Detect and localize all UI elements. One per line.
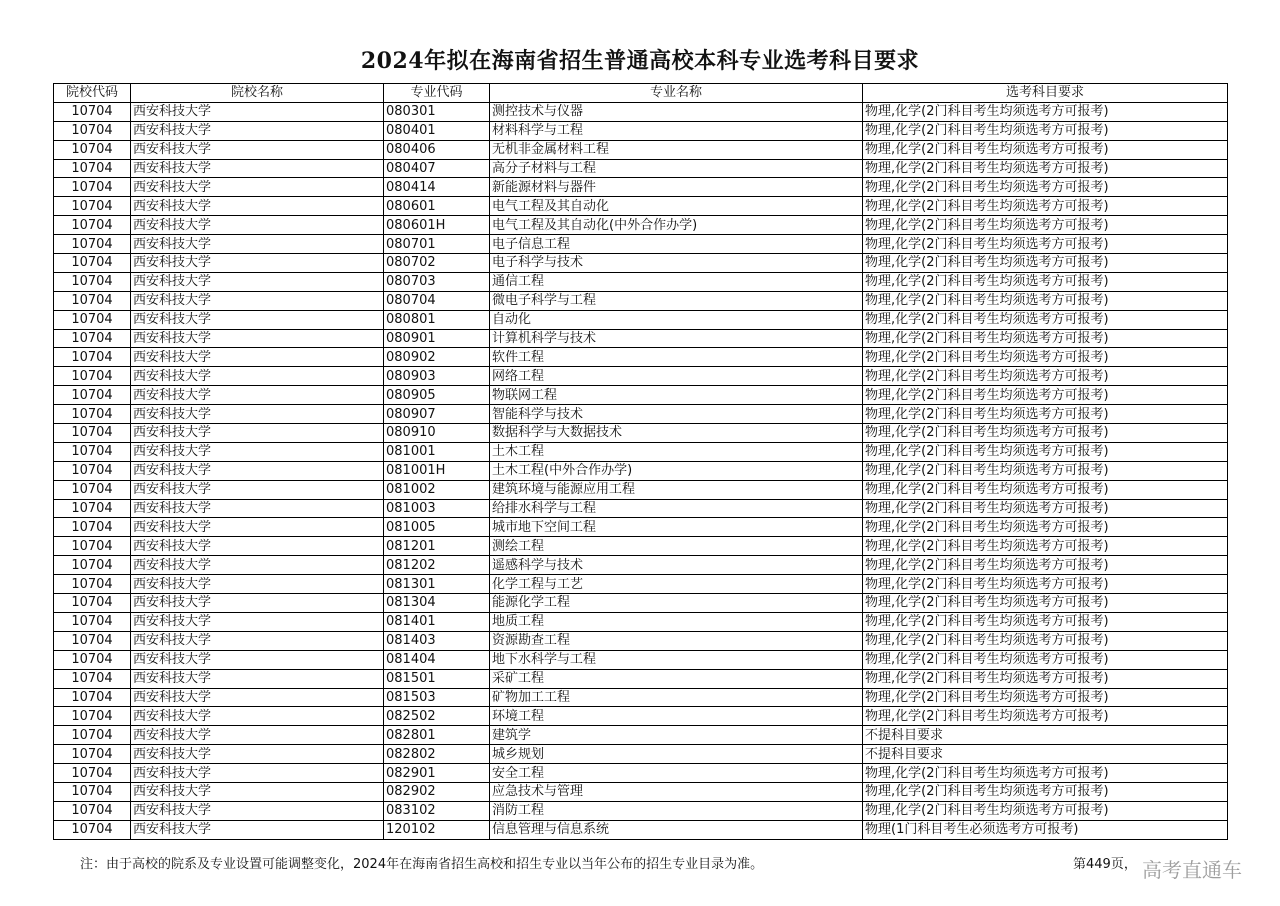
- table-row: [54, 348, 1228, 367]
- footer-note: 注：由于高校的院系及专业设置可能调整变化，2024年在海南省招生高校和招生专业以当年公布的招生专业目录为准。: [80, 857, 764, 872]
- cell-subject-requirement: 物理,化学(2门科目考生均须选考方可报考): [863, 442, 1228, 461]
- cell-school-code: 10704: [54, 216, 131, 235]
- cell-school-code: 10704: [54, 348, 131, 367]
- cell-subject-requirement: 物理,化学(2门科目考生均须选考方可报考): [863, 424, 1228, 443]
- cell-major-name: 微电子科学与工程: [490, 291, 863, 310]
- cell-major-name: 智能科学与技术: [490, 405, 863, 424]
- cell-school-code: 10704: [54, 272, 131, 291]
- table-body: [54, 102, 1228, 839]
- watermark: 高考直通车: [1142, 858, 1242, 882]
- table-row: [54, 272, 1228, 291]
- cell-major-name: 安全工程: [490, 764, 863, 783]
- cell-major-name: 遥感科学与技术: [490, 556, 863, 575]
- cell-major-code: 080903: [384, 367, 490, 386]
- cell-major-code: 080301: [384, 102, 490, 121]
- cell-school-code: 10704: [54, 575, 131, 594]
- cell-major-name: 电气工程及其自动化: [490, 197, 863, 216]
- cell-subject-requirement: 物理,化学(2门科目考生均须选考方可报考): [863, 254, 1228, 273]
- cell-subject-requirement: 物理,化学(2门科目考生均须选考方可报考): [863, 707, 1228, 726]
- cell-major-name: 电气工程及其自动化(中外合作办学): [490, 216, 863, 235]
- table-row: [54, 102, 1228, 121]
- table-row: [54, 669, 1228, 688]
- cell-school-name: 西安科技大学: [131, 669, 384, 688]
- page-title: 2024年拟在海南省招生普通高校本科专业选考科目要求: [360, 48, 920, 74]
- cell-major-name: 计算机科学与技术: [490, 329, 863, 348]
- header-subject-requirement: 选考科目要求: [863, 84, 1228, 103]
- table-row: [54, 499, 1228, 518]
- cell-school-code: 10704: [54, 235, 131, 254]
- table-row: [54, 386, 1228, 405]
- cell-school-name: 西安科技大学: [131, 726, 384, 745]
- cell-school-name: 西安科技大学: [131, 121, 384, 140]
- cell-major-name: 土木工程(中外合作办学): [490, 461, 863, 480]
- table-row: [54, 480, 1228, 499]
- cell-major-code: 081301: [384, 575, 490, 594]
- table-row: [54, 518, 1228, 537]
- table-row: [54, 764, 1228, 783]
- cell-major-name: 无机非金属材料工程: [490, 140, 863, 159]
- cell-subject-requirement: 物理,化学(2门科目考生均须选考方可报考): [863, 348, 1228, 367]
- cell-school-code: 10704: [54, 556, 131, 575]
- cell-subject-requirement: 不提科目要求: [863, 726, 1228, 745]
- cell-major-code: 080401: [384, 121, 490, 140]
- header-school-name: 院校名称: [131, 84, 384, 103]
- cell-school-name: 西安科技大学: [131, 197, 384, 216]
- cell-school-name: 西安科技大学: [131, 688, 384, 707]
- cell-major-name: 材料科学与工程: [490, 121, 863, 140]
- cell-school-code: 10704: [54, 631, 131, 650]
- cell-school-code: 10704: [54, 499, 131, 518]
- cell-major-code: 080704: [384, 291, 490, 310]
- cell-major-code: 080902: [384, 348, 490, 367]
- cell-major-code: 081503: [384, 688, 490, 707]
- cell-school-code: 10704: [54, 650, 131, 669]
- cell-major-name: 电子科学与技术: [490, 254, 863, 273]
- cell-major-name: 地质工程: [490, 612, 863, 631]
- cell-major-name: 矿物加工工程: [490, 688, 863, 707]
- cell-subject-requirement: 物理,化学(2门科目考生均须选考方可报考): [863, 102, 1228, 121]
- cell-major-name: 数据科学与大数据技术: [490, 424, 863, 443]
- table-row: [54, 556, 1228, 575]
- requirements-table: [53, 83, 1228, 840]
- cell-school-name: 西安科技大学: [131, 764, 384, 783]
- cell-school-code: 10704: [54, 707, 131, 726]
- cell-school-code: 10704: [54, 669, 131, 688]
- cell-major-name: 采矿工程: [490, 669, 863, 688]
- cell-subject-requirement: 不提科目要求: [863, 745, 1228, 764]
- cell-major-code: 083102: [384, 801, 490, 820]
- cell-subject-requirement: 物理,化学(2门科目考生均须选考方可报考): [863, 159, 1228, 178]
- cell-school-code: 10704: [54, 329, 131, 348]
- table-row: [54, 197, 1228, 216]
- cell-subject-requirement: 物理,化学(2门科目考生均须选考方可报考): [863, 197, 1228, 216]
- cell-major-name: 消防工程: [490, 801, 863, 820]
- cell-major-name: 地下水科学与工程: [490, 650, 863, 669]
- cell-major-name: 软件工程: [490, 348, 863, 367]
- cell-subject-requirement: 物理(1门科目考生必须选考方可报考): [863, 820, 1228, 839]
- cell-subject-requirement: 物理,化学(2门科目考生均须选考方可报考): [863, 272, 1228, 291]
- cell-major-name: 城市地下空间工程: [490, 518, 863, 537]
- cell-major-code: 080414: [384, 178, 490, 197]
- cell-major-code: 081404: [384, 650, 490, 669]
- cell-school-name: 西安科技大学: [131, 235, 384, 254]
- table-row: [54, 537, 1228, 556]
- cell-subject-requirement: 物理,化学(2门科目考生均须选考方可报考): [863, 612, 1228, 631]
- cell-school-name: 西安科技大学: [131, 461, 384, 480]
- page-number: 第449页，: [1073, 857, 1137, 872]
- table-row: [54, 159, 1228, 178]
- cell-major-code: 120102: [384, 820, 490, 839]
- cell-major-code: 081201: [384, 537, 490, 556]
- table-row: [54, 575, 1228, 594]
- cell-major-code: 080910: [384, 424, 490, 443]
- cell-major-code: 080907: [384, 405, 490, 424]
- cell-subject-requirement: 物理,化学(2门科目考生均须选考方可报考): [863, 518, 1228, 537]
- cell-school-name: 西安科技大学: [131, 499, 384, 518]
- cell-major-name: 化学工程与工艺: [490, 575, 863, 594]
- cell-major-name: 资源勘查工程: [490, 631, 863, 650]
- cell-subject-requirement: 物理,化学(2门科目考生均须选考方可报考): [863, 575, 1228, 594]
- cell-school-name: 西安科技大学: [131, 480, 384, 499]
- table-row: [54, 594, 1228, 613]
- cell-major-code: 082801: [384, 726, 490, 745]
- table-row: [54, 291, 1228, 310]
- cell-major-name: 网络工程: [490, 367, 863, 386]
- cell-major-code: 082901: [384, 764, 490, 783]
- cell-major-name: 建筑环境与能源应用工程: [490, 480, 863, 499]
- cell-major-code: 081304: [384, 594, 490, 613]
- cell-school-code: 10704: [54, 254, 131, 273]
- cell-subject-requirement: 物理,化学(2门科目考生均须选考方可报考): [863, 405, 1228, 424]
- cell-major-code: 080601H: [384, 216, 490, 235]
- cell-major-name: 给排水科学与工程: [490, 499, 863, 518]
- table-row: [54, 216, 1228, 235]
- cell-major-code: 081001: [384, 442, 490, 461]
- cell-subject-requirement: 物理,化学(2门科目考生均须选考方可报考): [863, 178, 1228, 197]
- cell-major-code: 081002: [384, 480, 490, 499]
- cell-major-code: 080406: [384, 140, 490, 159]
- cell-school-name: 西安科技大学: [131, 801, 384, 820]
- cell-major-code: 080701: [384, 235, 490, 254]
- cell-major-code: 080703: [384, 272, 490, 291]
- cell-school-code: 10704: [54, 310, 131, 329]
- cell-subject-requirement: 物理,化学(2门科目考生均须选考方可报考): [863, 499, 1228, 518]
- cell-school-name: 西安科技大学: [131, 820, 384, 839]
- cell-school-code: 10704: [54, 386, 131, 405]
- cell-school-name: 西安科技大学: [131, 612, 384, 631]
- cell-school-code: 10704: [54, 291, 131, 310]
- cell-school-code: 10704: [54, 537, 131, 556]
- table-row: [54, 310, 1228, 329]
- cell-major-name: 信息管理与信息系统: [490, 820, 863, 839]
- cell-subject-requirement: 物理,化学(2门科目考生均须选考方可报考): [863, 386, 1228, 405]
- cell-subject-requirement: 物理,化学(2门科目考生均须选考方可报考): [863, 329, 1228, 348]
- table-row: [54, 367, 1228, 386]
- cell-school-name: 西安科技大学: [131, 518, 384, 537]
- cell-school-code: 10704: [54, 726, 131, 745]
- cell-school-name: 西安科技大学: [131, 537, 384, 556]
- cell-school-name: 西安科技大学: [131, 216, 384, 235]
- table-row: [54, 329, 1228, 348]
- cell-school-name: 西安科技大学: [131, 329, 384, 348]
- cell-major-code: 081001H: [384, 461, 490, 480]
- cell-school-name: 西安科技大学: [131, 140, 384, 159]
- cell-school-code: 10704: [54, 820, 131, 839]
- cell-subject-requirement: 物理,化学(2门科目考生均须选考方可报考): [863, 764, 1228, 783]
- cell-school-code: 10704: [54, 424, 131, 443]
- cell-major-name: 建筑学: [490, 726, 863, 745]
- cell-major-code: 080801: [384, 310, 490, 329]
- cell-school-name: 西安科技大学: [131, 594, 384, 613]
- cell-subject-requirement: 物理,化学(2门科目考生均须选考方可报考): [863, 461, 1228, 480]
- cell-school-code: 10704: [54, 801, 131, 820]
- cell-major-name: 环境工程: [490, 707, 863, 726]
- cell-subject-requirement: 物理,化学(2门科目考生均须选考方可报考): [863, 631, 1228, 650]
- cell-school-name: 西安科技大学: [131, 745, 384, 764]
- cell-major-code: 081501: [384, 669, 490, 688]
- table-row: [54, 121, 1228, 140]
- table-row: [54, 726, 1228, 745]
- cell-school-name: 西安科技大学: [131, 348, 384, 367]
- cell-school-name: 西安科技大学: [131, 272, 384, 291]
- table-header-row: [54, 84, 1228, 103]
- cell-subject-requirement: 物理,化学(2门科目考生均须选考方可报考): [863, 310, 1228, 329]
- cell-school-name: 西安科技大学: [131, 405, 384, 424]
- cell-school-code: 10704: [54, 159, 131, 178]
- cell-subject-requirement: 物理,化学(2门科目考生均须选考方可报考): [863, 367, 1228, 386]
- cell-school-name: 西安科技大学: [131, 367, 384, 386]
- cell-subject-requirement: 物理,化学(2门科目考生均须选考方可报考): [863, 801, 1228, 820]
- cell-subject-requirement: 物理,化学(2门科目考生均须选考方可报考): [863, 669, 1228, 688]
- cell-school-name: 西安科技大学: [131, 782, 384, 801]
- header-major-code: 专业代码: [384, 84, 490, 103]
- cell-school-name: 西安科技大学: [131, 310, 384, 329]
- cell-school-name: 西安科技大学: [131, 254, 384, 273]
- cell-subject-requirement: 物理,化学(2门科目考生均须选考方可报考): [863, 688, 1228, 707]
- cell-school-code: 10704: [54, 688, 131, 707]
- cell-school-code: 10704: [54, 140, 131, 159]
- cell-school-code: 10704: [54, 480, 131, 499]
- table-row: [54, 745, 1228, 764]
- table-row: [54, 801, 1228, 820]
- cell-major-code: 080905: [384, 386, 490, 405]
- table-row: [54, 178, 1228, 197]
- cell-school-code: 10704: [54, 612, 131, 631]
- table-row: [54, 688, 1228, 707]
- cell-major-code: 081003: [384, 499, 490, 518]
- cell-school-name: 西安科技大学: [131, 102, 384, 121]
- cell-school-code: 10704: [54, 594, 131, 613]
- table-row: [54, 631, 1228, 650]
- cell-major-code: 080901: [384, 329, 490, 348]
- cell-school-name: 西安科技大学: [131, 650, 384, 669]
- cell-school-code: 10704: [54, 782, 131, 801]
- cell-major-name: 自动化: [490, 310, 863, 329]
- cell-major-code: 082802: [384, 745, 490, 764]
- cell-major-code: 082902: [384, 782, 490, 801]
- cell-school-code: 10704: [54, 442, 131, 461]
- cell-school-name: 西安科技大学: [131, 178, 384, 197]
- cell-school-name: 西安科技大学: [131, 386, 384, 405]
- cell-major-code: 081401: [384, 612, 490, 631]
- cell-school-code: 10704: [54, 461, 131, 480]
- cell-school-name: 西安科技大学: [131, 442, 384, 461]
- cell-subject-requirement: 物理,化学(2门科目考生均须选考方可报考): [863, 140, 1228, 159]
- cell-major-name: 城乡规划: [490, 745, 863, 764]
- cell-major-code: 080407: [384, 159, 490, 178]
- cell-school-code: 10704: [54, 178, 131, 197]
- cell-subject-requirement: 物理,化学(2门科目考生均须选考方可报考): [863, 556, 1228, 575]
- table-row: [54, 442, 1228, 461]
- cell-major-code: 081202: [384, 556, 490, 575]
- table-row: [54, 707, 1228, 726]
- cell-school-code: 10704: [54, 121, 131, 140]
- table-row: [54, 254, 1228, 273]
- table-row: [54, 782, 1228, 801]
- table-row: [54, 461, 1228, 480]
- cell-school-name: 西安科技大学: [131, 291, 384, 310]
- table-row: [54, 650, 1228, 669]
- cell-subject-requirement: 物理,化学(2门科目考生均须选考方可报考): [863, 782, 1228, 801]
- table-row: [54, 140, 1228, 159]
- cell-school-name: 西安科技大学: [131, 631, 384, 650]
- cell-major-code: 081403: [384, 631, 490, 650]
- table-row: [54, 612, 1228, 631]
- cell-subject-requirement: 物理,化学(2门科目考生均须选考方可报考): [863, 216, 1228, 235]
- cell-major-name: 新能源材料与器件: [490, 178, 863, 197]
- cell-school-code: 10704: [54, 764, 131, 783]
- cell-subject-requirement: 物理,化学(2门科目考生均须选考方可报考): [863, 650, 1228, 669]
- cell-major-code: 082502: [384, 707, 490, 726]
- table-row: [54, 235, 1228, 254]
- cell-major-name: 电子信息工程: [490, 235, 863, 254]
- cell-major-name: 测控技术与仪器: [490, 102, 863, 121]
- cell-major-name: 物联网工程: [490, 386, 863, 405]
- cell-school-code: 10704: [54, 405, 131, 424]
- cell-school-code: 10704: [54, 367, 131, 386]
- cell-major-name: 能源化学工程: [490, 594, 863, 613]
- cell-subject-requirement: 物理,化学(2门科目考生均须选考方可报考): [863, 537, 1228, 556]
- cell-school-name: 西安科技大学: [131, 159, 384, 178]
- header-major-name: 专业名称: [490, 84, 863, 103]
- cell-major-name: 高分子材料与工程: [490, 159, 863, 178]
- cell-school-code: 10704: [54, 518, 131, 537]
- cell-school-code: 10704: [54, 197, 131, 216]
- cell-school-name: 西安科技大学: [131, 575, 384, 594]
- table-row: [54, 424, 1228, 443]
- cell-school-name: 西安科技大学: [131, 424, 384, 443]
- cell-major-code: 080601: [384, 197, 490, 216]
- cell-major-code: 081005: [384, 518, 490, 537]
- table-row: [54, 405, 1228, 424]
- cell-subject-requirement: 物理,化学(2门科目考生均须选考方可报考): [863, 235, 1228, 254]
- cell-major-code: 080702: [384, 254, 490, 273]
- cell-subject-requirement: 物理,化学(2门科目考生均须选考方可报考): [863, 480, 1228, 499]
- cell-subject-requirement: 物理,化学(2门科目考生均须选考方可报考): [863, 291, 1228, 310]
- cell-major-name: 通信工程: [490, 272, 863, 291]
- cell-subject-requirement: 物理,化学(2门科目考生均须选考方可报考): [863, 121, 1228, 140]
- cell-school-name: 西安科技大学: [131, 556, 384, 575]
- table-row: [54, 820, 1228, 839]
- cell-school-name: 西安科技大学: [131, 707, 384, 726]
- cell-subject-requirement: 物理,化学(2门科目考生均须选考方可报考): [863, 594, 1228, 613]
- header-school-code: 院校代码: [54, 84, 131, 103]
- cell-school-code: 10704: [54, 745, 131, 764]
- cell-major-name: 土木工程: [490, 442, 863, 461]
- cell-major-name: 测绘工程: [490, 537, 863, 556]
- cell-school-code: 10704: [54, 102, 131, 121]
- cell-major-name: 应急技术与管理: [490, 782, 863, 801]
